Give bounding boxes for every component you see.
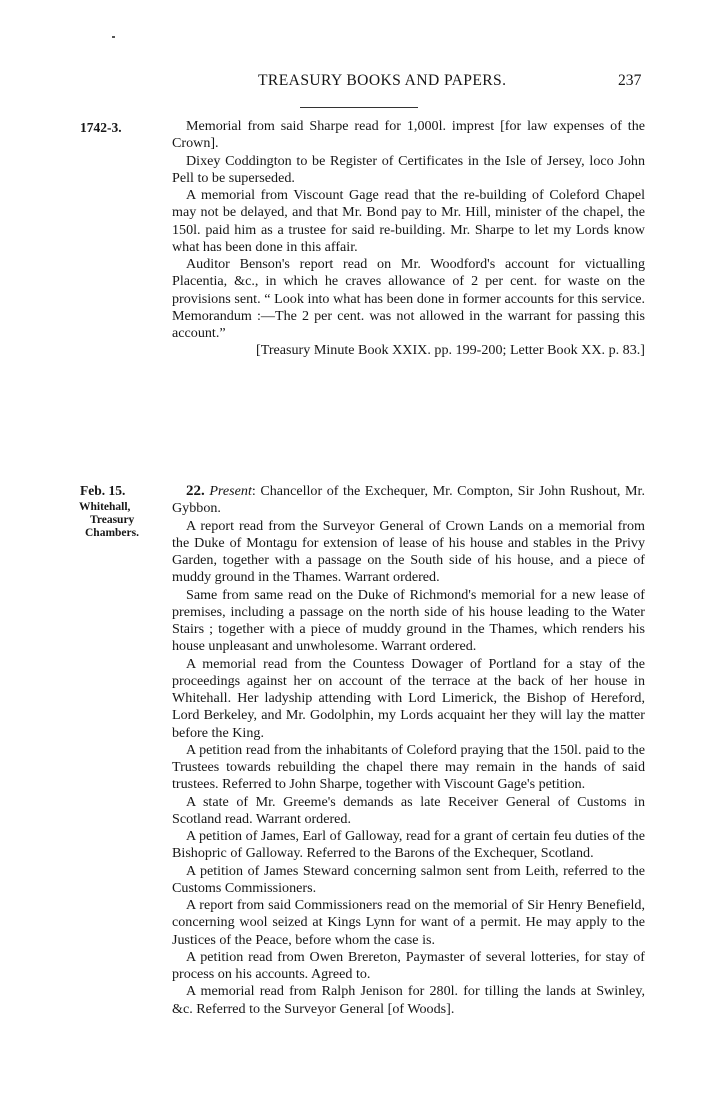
paragraph: A report read from the Surveyor General of Crown Lands on a memorial from the Duke of Montagu for extension of lease of his house and stables in the Privy Garden, together with a passage on the South side of his house, and a piece of muddy ground in the Thames. Warrant ordered. — [172, 517, 645, 586]
entry-number: 22. — [186, 483, 205, 499]
ink-mark — [112, 36, 115, 38]
entry-heading — [172, 483, 645, 518]
margin-place: Chambers. — [85, 527, 139, 539]
header-rule — [300, 107, 418, 108]
paragraph: A state of Mr. Greeme's demands as late Receiver General of Customs in Scotland read. Warrant ordered. — [172, 793, 645, 827]
margin-place: Treasury — [90, 514, 135, 526]
paragraph: Auditor Benson's report read on Mr. Woodford's account for victualling Placentia, &c., in which he craves allowance of 2 per cent. for waste on the provisions sent. “ Look into what has been done in former accounts for this service. Memorandum :—The 2 per cent. was not allowed in the warrant for passing this account.” — [172, 256, 645, 341]
paragraph: A petition read from Owen Brereton, Paymaster of several lotteries, for stay of process on his accounts. Agreed to. — [172, 948, 645, 982]
paragraph: Same from same read on the Duke of Richmond's memorial for a new lease of premises, including a passage on the north side of his house leading to the Water Stairs ; together with a piece of muddy ground in the Thames, which renders his house unpleasant and unwholesome. Warrant ordered. — [172, 586, 645, 655]
page-number: 237 — [618, 72, 642, 89]
paragraph: A memorial read from the Countess Dowager of Portland for a stay of the proceedings against her on account of the terrace at the back of her house in Whitehall. Her ladyship attending with Lord Limerick, the Bishop of Hereford, Lord Berkeley, and Mr. Godolphin, my Lords acquaint her they will lay the matter before the King. — [172, 655, 645, 741]
margin-date: Feb. 15. — [80, 483, 126, 498]
paragraph: A memorial from Viscount Gage read that the re-building of Coleford Chapel may not be delayed, and that Mr. Bond pay to Mr. Hill, minister of the chapel, the 150l. paid him as a trustee for said re-building. Mr. Sharpe to let my Lords know what has been done in this affair. — [172, 187, 645, 255]
present-label: Present — [209, 483, 252, 499]
paragraph: Dixey Coddington to be Register of Certificates in the Isle of Jersey, loco John Pell to be superseded. — [172, 152, 645, 186]
margin-place: Whitehall, — [79, 501, 131, 513]
paragraph: A petition of James, Earl of Galloway, read for a grant of certain feu duties of the Bishopric of Galloway. Referred to the Barons of the Exchequer, Scotland. — [172, 828, 645, 862]
margin-year: 1742-3. — [80, 120, 122, 135]
paragraph: A petition of James Steward concerning salmon sent from Leith, referred to the Customs Commissioners. — [172, 862, 645, 896]
minute-block-22 — [172, 483, 645, 1018]
paragraph: A petition read from the inhabitants of Coleford praying that the 150l. paid to the Trustees towards rebuilding the chapel there may remain in the hands of said trustees. Referred to John Sharpe, together with Viscount Gage's petition. — [172, 741, 645, 793]
paragraph: A memorial read from Ralph Jenison for 280l. for tilling the lands at Swinley, &c. Referred to the Surveyor General [of Woods]. — [172, 983, 645, 1017]
minute-block-1 — [172, 118, 645, 360]
paragraph: A report from said Commissioners read on the memorial of Sir Henry Benefield, concerning wool seized at Kings Lynn for want of a permit. He may apply to the Justices of the Peace, before whom the case is. — [172, 897, 645, 948]
running-head: TREASURY BOOKS AND PAPERS. — [258, 72, 507, 89]
paragraph: Memorial from said Sharpe read for 1,000l. imprest [for law expenses of the Crown]. — [172, 118, 645, 152]
present-list: : Chancellor of the Exchequer, Mr. Compton, Sir John Rushout, Mr. Gybbon. — [172, 483, 645, 517]
citation: [Treasury Minute Book XXIX. pp. 199-200; Letter Book XX. p. 83.] — [256, 342, 645, 359]
